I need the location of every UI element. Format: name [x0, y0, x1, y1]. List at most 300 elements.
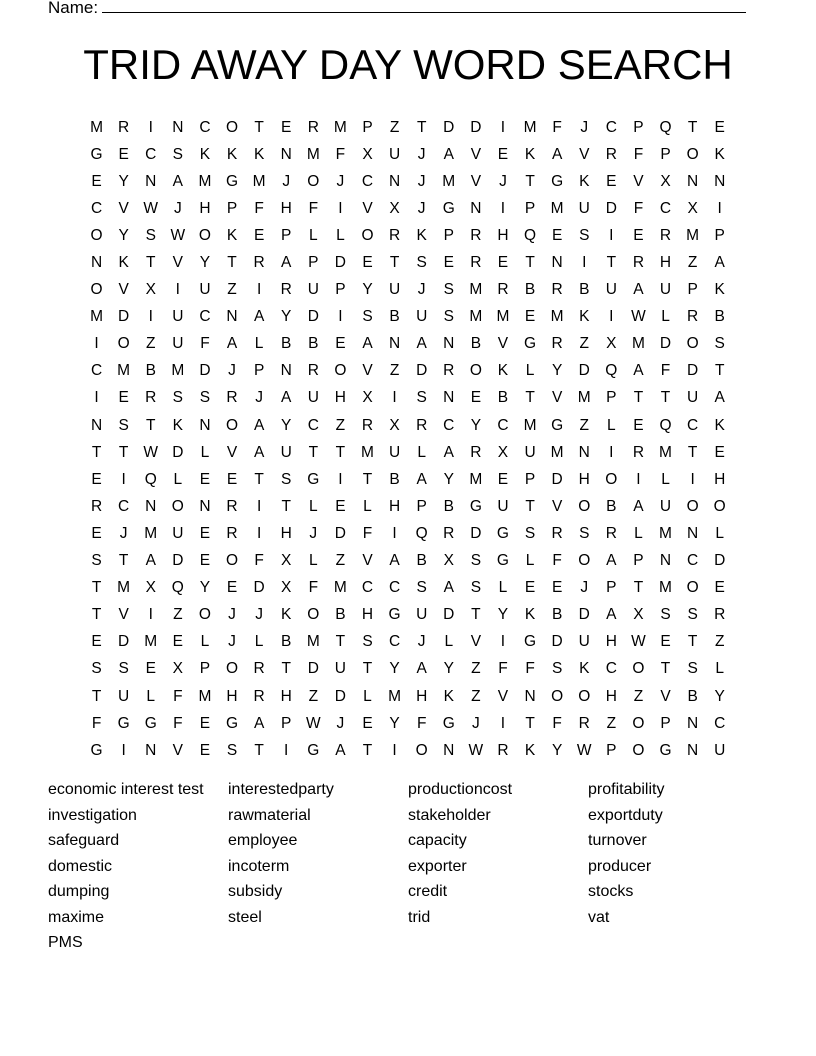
grid-cell: J [499, 172, 507, 190]
grid-cell: K [416, 226, 427, 244]
grid-cell: D [605, 199, 617, 217]
grid-cell: L [498, 579, 508, 597]
grid-cell: M [171, 362, 185, 380]
grid-cell: H [361, 606, 374, 624]
grid-cell: M [117, 362, 131, 380]
grid-cell: T [227, 254, 237, 272]
grid-cell: S [470, 579, 482, 597]
grid-cell: T [525, 389, 535, 407]
grid-cell: R [145, 389, 157, 407]
grid-cell: T [281, 497, 291, 515]
grid-cell: O [90, 281, 103, 299]
grid-cell: U [659, 497, 672, 515]
grid-cell: W [143, 199, 159, 217]
grid-cell: F [552, 714, 562, 732]
grid-cell: M [333, 118, 347, 136]
grid-cell: H [714, 470, 726, 488]
grid-cell: R [551, 281, 563, 299]
grid-cell: U [497, 497, 509, 515]
grid-cell: T [687, 118, 698, 136]
grid-cell: X [443, 552, 454, 570]
word-list-item: vat [588, 908, 610, 926]
grid-cell: T [389, 254, 400, 272]
grid-cell: M [523, 118, 537, 136]
grid-cell: M [198, 172, 212, 190]
grid-cell: F [308, 199, 319, 217]
grid-cell: U [388, 443, 401, 461]
grid-cell: S [579, 226, 590, 244]
grid-cell: R [632, 443, 645, 461]
grid-cell: T [660, 660, 671, 678]
word-list-item: exportduty [588, 806, 663, 824]
grid-cell: M [90, 118, 103, 136]
grid-cell: A [281, 389, 292, 407]
grid-cell: D [334, 687, 346, 705]
grid-cell: E [524, 579, 536, 597]
grid-cell: D [307, 660, 319, 678]
grid-cell: B [524, 281, 536, 299]
name-field [48, 0, 746, 18]
grid-cell: O [307, 172, 320, 190]
word-list-item: maxime [48, 908, 105, 926]
grid-cell: G [551, 416, 564, 434]
grid-cell: L [525, 552, 535, 570]
grid-cell: Z [579, 416, 589, 434]
grid-cell: G [496, 552, 509, 570]
grid-cell: E [714, 443, 725, 461]
grid-cell: F [633, 145, 644, 163]
grid-cell: D [659, 335, 672, 353]
grid-cell: C [361, 579, 374, 597]
grid-cell: L [444, 633, 454, 651]
grid-cell: X [281, 579, 292, 597]
grid-cell: S [687, 606, 698, 624]
grid-cell: E [714, 118, 725, 136]
word-list-item: dumping [48, 883, 110, 900]
grid-cell: O [415, 741, 428, 759]
grid-cell: L [634, 524, 643, 542]
grid-cell: A [633, 362, 644, 380]
grid-cell: P [714, 226, 725, 244]
grid-cell: Z [389, 118, 400, 136]
grid-cell: O [171, 497, 184, 515]
grid-cell: I [256, 497, 262, 515]
grid-cell: K [226, 145, 238, 163]
grid-cell: E [524, 308, 536, 326]
grid-cell: D [687, 362, 699, 380]
grid-cell: E [714, 579, 725, 597]
grid-cell: T [362, 470, 373, 488]
grid-cell: Y [118, 226, 129, 244]
grid-cell: Q [144, 470, 157, 488]
grid-cell: P [416, 497, 427, 515]
grid-cell: D [118, 308, 130, 326]
grid-cell: A [633, 497, 644, 515]
grid-cell: Z [308, 687, 319, 705]
grid-cell: Z [146, 335, 156, 353]
grid-cell: S [416, 389, 427, 407]
grid-cell: R [470, 443, 482, 461]
grid-cell: F [416, 714, 427, 732]
grid-cell: L [715, 660, 725, 678]
grid-cell: T [118, 443, 129, 461]
grid-cell: T [254, 118, 264, 136]
grid-cell: U [578, 633, 590, 651]
grid-cell: E [335, 497, 346, 515]
word-list-item: incoterm [228, 857, 290, 875]
grid-cell: A [633, 281, 644, 299]
grid-cell: M [550, 199, 564, 217]
grid-cell: K [524, 145, 536, 163]
grid-cell: N [388, 172, 401, 190]
grid-cell: W [631, 308, 646, 326]
grid-cell: J [580, 118, 589, 136]
grid-cell: Z [335, 552, 346, 570]
grid-cell: X [497, 443, 509, 461]
grid-cell: A [253, 714, 265, 732]
grid-cell: M [361, 443, 374, 461]
grid-cell: N [172, 118, 184, 136]
grid-cell: F [335, 145, 346, 163]
grid-cell: N [443, 335, 455, 353]
grid-cell: U [280, 443, 292, 461]
grid-cell: U [388, 281, 401, 299]
grid-cell: K [524, 606, 536, 624]
grid-cell: M [117, 579, 131, 597]
grid-cell: E [470, 389, 482, 407]
grid-cell: T [471, 606, 481, 624]
grid-cell: E [118, 145, 129, 163]
grid-cell: U [578, 199, 590, 217]
grid-cell: B [416, 552, 427, 570]
grid-cell: O [307, 606, 320, 624]
grid-cell: I [500, 199, 506, 217]
grid-cell: Y [551, 741, 563, 759]
grid-cell: M [550, 308, 564, 326]
grid-cell: H [280, 199, 292, 217]
grid-cell: M [388, 687, 402, 705]
grid-cell: M [577, 389, 591, 407]
grid-cell: H [199, 199, 211, 217]
grid-cell: E [199, 741, 211, 759]
grid-cell: O [686, 497, 699, 515]
grid-cell: W [576, 741, 592, 759]
grid-cell: P [524, 470, 536, 488]
grid-cell: C [497, 416, 509, 434]
grid-cell: I [717, 199, 722, 217]
grid-cell: G [144, 714, 157, 732]
grid-cell: T [91, 579, 102, 597]
grid-cell: L [661, 470, 670, 488]
grid-cell: C [307, 416, 319, 434]
grid-cell: N [443, 741, 455, 759]
grid-cell: O [469, 362, 482, 380]
grid-cell: B [389, 470, 400, 488]
grid-cell: M [523, 416, 537, 434]
grid-cell: T [687, 633, 698, 651]
grid-cell: V [118, 199, 129, 217]
grid-cell: K [579, 172, 590, 190]
grid-cell: F [525, 660, 535, 678]
grid-cell: J [228, 633, 236, 651]
grid-cell: V [362, 552, 373, 570]
grid-cell: N [687, 741, 699, 759]
grid-cell: F [498, 660, 508, 678]
grid-cell: A [443, 443, 454, 461]
grid-cell: V [172, 741, 183, 759]
grid-cell: W [468, 741, 484, 759]
grid-cell: A [416, 660, 427, 678]
grid-cell: S [118, 416, 129, 434]
word-list-item: exporter [408, 857, 467, 875]
grid-cell: S [281, 470, 292, 488]
grid-cell: Y [497, 606, 509, 624]
grid-cell: I [256, 281, 262, 299]
grid-cell: B [470, 335, 482, 353]
grid-cell: R [659, 226, 672, 244]
grid-cell: V [362, 199, 373, 217]
grid-cell: T [335, 443, 346, 461]
grid-cell: G [659, 741, 672, 759]
grid-cell: N [145, 741, 157, 759]
grid-cell: R [632, 254, 645, 272]
grid-cell: R [443, 362, 455, 380]
grid-cell: Y [362, 281, 373, 299]
grid-cell: T [633, 579, 644, 597]
grid-cell: I [338, 308, 343, 326]
grid-cell: E [199, 470, 211, 488]
grid-cell: R [118, 118, 130, 136]
grid-cell: B [281, 335, 292, 353]
grid-cell: R [253, 660, 265, 678]
grid-cell: P [606, 389, 617, 407]
grid-cell: I [338, 199, 343, 217]
grid-cell: A [253, 443, 265, 461]
grid-cell: A [253, 308, 265, 326]
word-list-item: domestic [48, 857, 113, 875]
grid-cell: C [605, 118, 617, 136]
grid-cell: R [497, 281, 509, 299]
grid-cell: V [579, 145, 590, 163]
grid-cell: S [443, 281, 454, 299]
word-list-item: subsidy [228, 883, 283, 900]
grid-cell: E [633, 226, 644, 244]
grid-cell: I [636, 470, 641, 488]
word-list-item: turnover [588, 832, 647, 849]
grid-cell: T [146, 254, 156, 272]
grid-cell: U [172, 335, 184, 353]
grid-cell: T [335, 633, 346, 651]
grid-cell: M [442, 172, 456, 190]
grid-cell: E [91, 524, 102, 542]
grid-cell: V [172, 254, 183, 272]
grid-cell: U [388, 145, 401, 163]
grid-cell: O [686, 335, 699, 353]
grid-cell: A [416, 335, 427, 353]
grid-cell: V [551, 497, 563, 515]
grid-cell: S [470, 552, 482, 570]
grid-cell: U [416, 606, 428, 624]
grid-cell: Q [605, 362, 618, 380]
grid-cell: B [606, 497, 617, 515]
grid-cell: O [578, 497, 591, 515]
grid-cell: D [714, 552, 726, 570]
grid-cell: I [609, 443, 614, 461]
grid-cell: S [416, 579, 427, 597]
grid-cell: R [605, 524, 617, 542]
grid-cell: E [91, 172, 102, 190]
grid-cell: E [199, 714, 211, 732]
grid-cell: U [199, 281, 211, 299]
grid-cell: R [714, 606, 726, 624]
grid-cell: K [199, 145, 211, 163]
grid-cell: S [172, 145, 183, 163]
grid-cell: L [254, 335, 264, 353]
grid-cell: S [91, 552, 102, 570]
grid-cell: R [416, 416, 428, 434]
grid-cell: S [579, 524, 590, 542]
grid-cell: H [226, 687, 238, 705]
grid-cell: T [687, 443, 698, 461]
grid-cell: R [388, 226, 401, 244]
grid-cell: R [361, 416, 374, 434]
grid-cell: R [226, 524, 238, 542]
grid-cell: D [443, 118, 455, 136]
grid-cell: R [280, 281, 292, 299]
grid-cell: Z [471, 687, 481, 705]
grid-cell: S [362, 308, 373, 326]
word-list [48, 779, 768, 958]
grid-cell: A [714, 254, 725, 272]
grid-cell: V [362, 362, 373, 380]
grid-cell: I [175, 281, 180, 299]
grid-cell: H [388, 497, 401, 515]
grid-cell: G [469, 497, 482, 515]
grid-cell: P [308, 254, 319, 272]
grid-cell: R [253, 254, 265, 272]
grid-cell: J [417, 633, 426, 651]
grid-cell: T [254, 470, 264, 488]
grid-cell: I [690, 470, 695, 488]
grid-cell: L [661, 308, 670, 326]
grid-cell: I [284, 741, 289, 759]
grid-cell: E [199, 552, 211, 570]
grid-cell: H [280, 687, 292, 705]
grid-cell: O [686, 579, 699, 597]
grid-cell: W [143, 443, 159, 461]
grid-cell: T [660, 389, 671, 407]
grid-cell: J [471, 714, 480, 732]
grid-cell: P [281, 714, 292, 732]
grid-cell: K [714, 281, 725, 299]
grid-cell: I [392, 741, 397, 759]
grid-cell: G [117, 714, 130, 732]
grid-cell: P [633, 552, 644, 570]
grid-cell: M [659, 443, 672, 461]
grid-cell: U [605, 281, 617, 299]
word-list-item: profitability [588, 781, 665, 798]
grid-cell: U [524, 443, 536, 461]
grid-cell: E [118, 389, 129, 407]
grid-cell: Z [687, 254, 698, 272]
grid-cell: K [714, 145, 725, 163]
grid-cell: I [256, 524, 262, 542]
grid-cell: T [91, 443, 102, 461]
grid-cell: Y [443, 660, 454, 678]
grid-cell: V [118, 281, 129, 299]
grid-cell: X [633, 606, 644, 624]
grid-cell: U [714, 741, 726, 759]
grid-cell: O [632, 741, 645, 759]
grid-cell: R [443, 524, 455, 542]
grid-cell: L [715, 524, 725, 542]
grid-cell: V [497, 335, 509, 353]
grid-cell: L [308, 226, 318, 244]
grid-cell: C [199, 308, 211, 326]
grid-cell: G [551, 172, 564, 190]
word-list-item: interestedparty [228, 781, 334, 798]
grid-cell: T [714, 362, 725, 380]
grid-cell: O [90, 226, 103, 244]
grid-cell: D [470, 524, 482, 542]
grid-cell: O [198, 226, 211, 244]
grid-cell: R [605, 145, 617, 163]
grid-cell: M [306, 633, 320, 651]
grid-cell: O [713, 497, 726, 515]
grid-cell: I [121, 741, 126, 759]
grid-cell: N [687, 172, 699, 190]
word-list-item: safeguard [48, 832, 120, 849]
grid-cell: M [686, 226, 700, 244]
grid-cell: D [416, 362, 428, 380]
grid-cell: S [226, 741, 238, 759]
grid-cell: O [578, 552, 591, 570]
grid-cell: T [416, 118, 427, 136]
grid-cell: C [361, 172, 374, 190]
grid-cell: N [551, 254, 563, 272]
grid-cell: K [226, 226, 238, 244]
grid-cell: A [416, 470, 427, 488]
grid-cell: I [121, 470, 126, 488]
grid-cell: M [144, 633, 158, 651]
grid-cell: D [551, 470, 563, 488]
grid-cell: G [225, 172, 239, 190]
grid-cell: E [497, 470, 509, 488]
grid-cell: M [144, 524, 158, 542]
grid-cell: X [172, 660, 183, 678]
grid-cell: K [253, 145, 265, 163]
grid-cell: A [281, 254, 292, 272]
grid-cell: X [362, 389, 373, 407]
grid-cell: C [90, 199, 103, 217]
grid-cell: L [146, 687, 156, 705]
grid-cell: T [606, 254, 617, 272]
grid-cell: V [470, 145, 482, 163]
grid-cell: P [606, 579, 617, 597]
grid-cell: P [362, 118, 373, 136]
grid-cell: I [609, 308, 614, 326]
grid-cell: M [659, 524, 672, 542]
grid-cell: L [173, 470, 183, 488]
grid-cell: I [500, 714, 506, 732]
grid-cell: P [253, 362, 265, 380]
grid-cell: S [145, 226, 156, 244]
grid-cell: A [606, 552, 617, 570]
grid-cell: D [172, 443, 184, 461]
grid-cell: G [225, 714, 239, 732]
grid-cell: Y [389, 660, 400, 678]
grid-cell: C [605, 660, 617, 678]
